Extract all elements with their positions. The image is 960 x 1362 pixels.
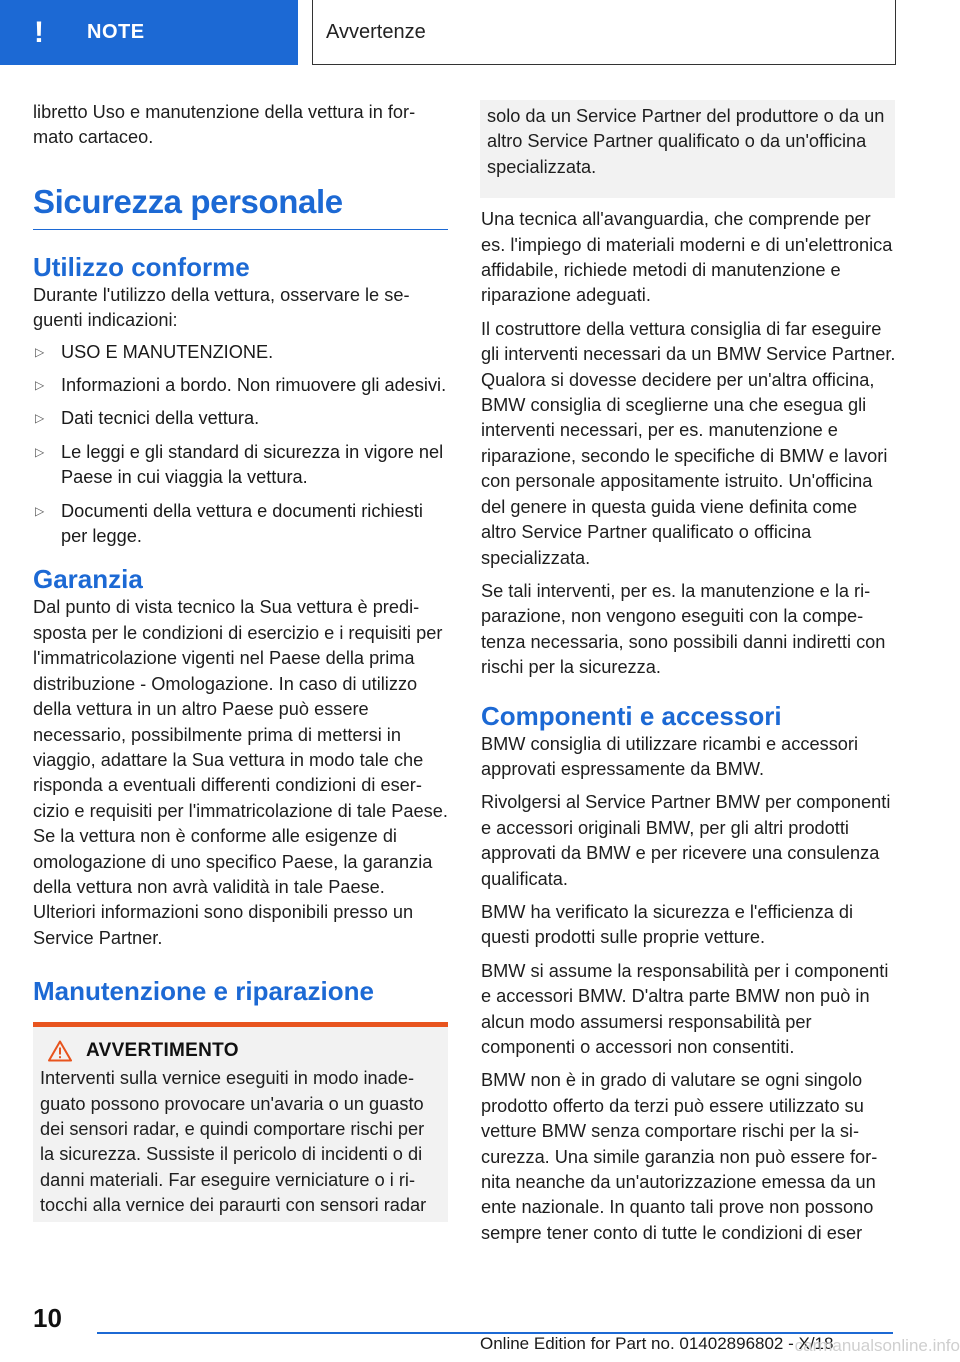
page-number: 10: [33, 1303, 62, 1333]
warning-title: [40, 1040, 441, 1062]
triangle-bullet-icon: ▷: [35, 411, 45, 426]
paragraph: BMW consiglia di utilizzare ricambi e accessori approvati espressamente da BMW.: [481, 733, 858, 779]
list-item-text: USO E MANUTENZIONE.: [61, 341, 274, 362]
warning-text: Interventi sulla vernice eseguiti in modo inadeguato possono provocare un'avaria o un guasto dei sensori radar, e quindi comportare rischi per la sicurezza. Sussiste il pericolo di incidenti o di danni materiali. Far eseguire verniciature o i ritocchi alla vernice dei paraurti con sensori radar: [40, 1068, 427, 1216]
warning-triangle-icon: [48, 1040, 72, 1062]
warranty-paragraph: Dal punto di vista tecnico la Sua vettura è predisposta per le condizioni di esercizio e i requisiti per l'immatricolazione vigenti nel Paese della prima distribuzione - Omologazione. In caso di utilizzo della vettura in un altro Paese può essere necessario, possibilmente prima di mettersi in viaggio, adattare la Sua vettura in modo tale che risponda a eventuali differenti condizioni di esercizio e requisiti per l'immatricolazione di tale Paese. Se la vettura non è conforme alle esigenze di omologazione di uno specifico Paese, la garanzia della vettura non avrà validità in tale Paese. Ulteriori informazioni sono disponibili presso un Service Partner.: [33, 597, 448, 948]
header-note-badge: [0, 0, 298, 65]
paragraph: Una tecnica all'avanguardia, che comprende per es. l'impiego di materiali moderni e di un'elettronica affidabile, richiede metodi di manutenzione e riparazione adeguati.: [481, 209, 893, 306]
list-item-text: Dati tecnici della vettura.: [61, 408, 260, 429]
intro-paragraph: libretto Uso e manutenzione della vettura in formato cartaceo.: [33, 102, 416, 148]
header-note-label: NOTE: [87, 21, 145, 43]
header-section-title: [312, 0, 896, 65]
section-heading-personal-safety: Sicurezza personale: [33, 182, 448, 230]
subsection-heading-maintenance: Manutenzione e riparazione: [33, 976, 374, 1007]
list-item: [33, 340, 448, 365]
paragraph: Il costruttore della vettura consiglia di far eseguire gli interventi necessari da un BMW Service Partner. Qualora si dovesse decidere per un'altra officina, BMW consiglia di sceglierne una che esegua gli interventi necessari, per es. manutenzione e riparazione, secondo le specifiche di BMW e lavori con personale appositamente istruito. Un'officina del genere in questa guida viene definita come altro Service Partner qualificato o officina specializzata.: [481, 318, 896, 568]
list-item-text: Documenti della vettura e documenti richiesti per legge.: [61, 500, 423, 547]
warning-title-text: AVVERTIMENTO: [86, 1040, 239, 1062]
left-column: [33, 100, 448, 1222]
paragraph: Rivolgersi al Service Partner BMW per componenti e accessori originali BMW, per gli altri prodotti approvati da BMW e per ricevere una consulenza qualificata.: [481, 792, 891, 889]
footer-edition: Online Edition for Part no. 01402896802 - X/18: [480, 1334, 834, 1353]
watermark: carmanualsonline.info: [794, 1336, 960, 1355]
list-item: [33, 440, 448, 491]
triangle-bullet-icon: ▷: [35, 444, 45, 459]
triangle-bullet-icon: ▷: [35, 503, 45, 518]
proper-use-paragraph: Durante l'utilizzo della vettura, osservare le seguenti indicazioni:: [33, 284, 410, 331]
subsection-heading-warranty: Garanzia: [33, 564, 143, 595]
warning-continuation-text: solo da un Service Partner del produttore o da un altro Service Partner qualificato o da un'officina specializzata.: [487, 106, 885, 177]
list-item-text: Le leggi e gli standard di sicurezza in vigore nel Paese in cui viaggia la vettura.: [61, 441, 444, 488]
right-column: [481, 100, 896, 1246]
paragraph: BMW non è in grado di valutare se ogni singolo prodotto offerto da terzi può essere utilizzato su vetture BMW senza comportare rischi per la sicurezza. Una simile garanzia non può essere fornita neanche da un'autorizzazione emessa da un ente nazionale. In quanto tali prove non possono sempre tener conto di tutte le condizioni di eser: [481, 1070, 878, 1243]
subsection-heading-components: Componenti e accessori: [481, 700, 782, 731]
list-item: [33, 499, 448, 550]
proper-use-list: [33, 340, 448, 550]
triangle-bullet-icon: ▷: [35, 344, 45, 359]
warning-box-continuation: [480, 100, 895, 198]
list-item: [33, 373, 448, 398]
paragraph: Se tali interventi, per es. la manutenzione e la riparazione, non vengono eseguiti con la competenza necessaria, sono possibili danni indiretti con rischi per la sicurezza.: [481, 580, 886, 678]
paragraph: BMW ha verificato la sicurezza e l'efficienza di questi prodotti sulle proprie vetture.: [481, 901, 854, 948]
list-item: [33, 406, 448, 431]
paragraph: BMW si assume la responsabilità per i componenti e accessori BMW. D'altra parte BMW non può in alcun modo assumersi responsabilità per componenti o accessori non consentiti.: [481, 960, 889, 1057]
subsection-heading-proper-use: Utilizzo conforme: [33, 251, 250, 282]
exclamation-icon: !: [34, 15, 44, 49]
header-section-label: Avvertenze: [326, 20, 426, 43]
list-item-text: Informazioni a bordo. Non rimuovere gli adesivi.: [61, 375, 447, 396]
triangle-bullet-icon: ▷: [35, 378, 45, 393]
warning-box: [33, 1022, 448, 1221]
